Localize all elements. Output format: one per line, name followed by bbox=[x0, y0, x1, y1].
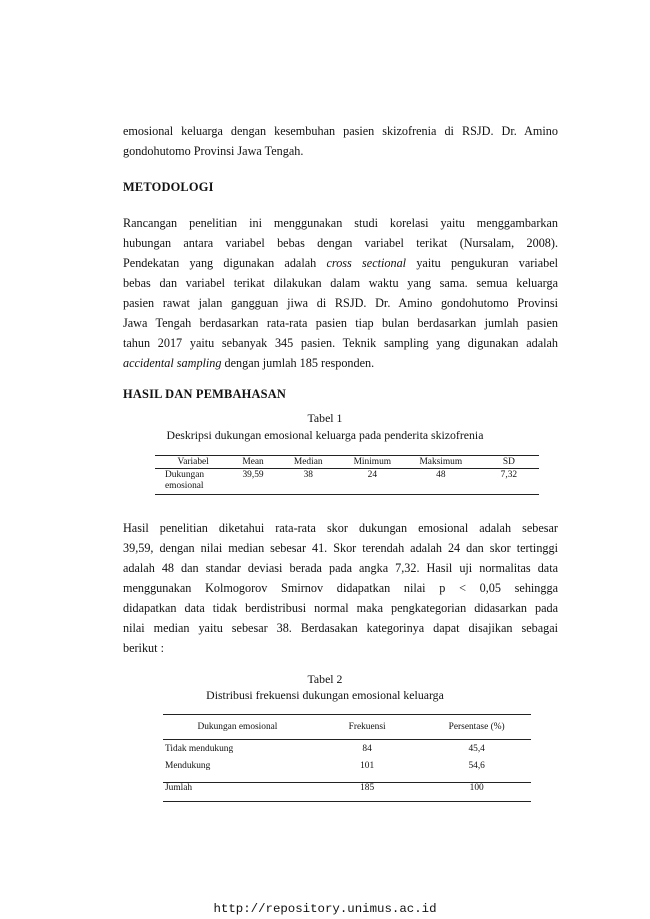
table2-cell-freq: 101 bbox=[360, 761, 375, 771]
line-text: bebas dan variabel terikat dilakukan dalam waktu yang sama. semua keluarga bbox=[123, 276, 558, 290]
table2-title: Tabel 2 bbox=[307, 672, 343, 686]
table2-cell-label: Jumlah bbox=[165, 783, 193, 793]
table2-header: Dukungan emosional bbox=[197, 722, 278, 732]
table1-header: Mean bbox=[242, 457, 264, 467]
hasil-paragraph bbox=[123, 518, 558, 658]
table1-cell-maksimum: 48 bbox=[436, 470, 446, 480]
table1-header: Minimum bbox=[353, 457, 392, 467]
table1-cell-variabel bbox=[155, 469, 231, 495]
intro-paragraph bbox=[123, 121, 558, 161]
metodologi-line bbox=[123, 273, 558, 293]
table1-header: Maksimum bbox=[419, 457, 463, 467]
table1-header: Variabel bbox=[177, 457, 209, 467]
table1-header-row bbox=[155, 456, 539, 469]
table2-header: Frekuensi bbox=[348, 722, 386, 732]
table-1 bbox=[155, 455, 539, 495]
metodologi-line bbox=[123, 333, 558, 353]
line-text: pasien rawat jalan gangguan jiwa di RSJD. Dr. Amino gondohutomo Provinsi bbox=[123, 296, 558, 310]
hasil-line: adalah 48 dan standar deviasi berada pada angka 7,32. Hasil uji normalitas data bbox=[123, 561, 558, 575]
table1-subtitle: Deskripsi dukungan emosional keluarga pada penderita skizofrenia bbox=[166, 428, 484, 442]
hasil-line: 39,59, dengan nilai median sebesar 41. Skor terendah adalah 24 dan skor tertinggi bbox=[123, 541, 558, 555]
table2-cell-freq: 84 bbox=[362, 744, 372, 754]
table-row bbox=[163, 761, 531, 778]
line-text: Rancangan penelitian ini menggunakan studi korelasi yaitu menggambarkan bbox=[123, 216, 558, 230]
footer-url: http://repository.unimus.ac.id bbox=[213, 902, 437, 916]
table1-cell-median: 38 bbox=[303, 470, 313, 480]
section-heading-metodologi: METODOLOGI bbox=[123, 180, 214, 194]
table2-header: Persentase (%) bbox=[448, 722, 505, 732]
table1-cell-mean: 39,59 bbox=[242, 470, 264, 480]
intro-line-1: emosional keluarga dengan kesembuhan pasien skizofrenia di RSJD. Dr. Amino bbox=[123, 124, 558, 138]
italic-term: accidental sampling bbox=[123, 356, 222, 370]
hasil-line: didapatkan data tidak berdistribusi normal maka pengkategorian didasarkan pada bbox=[123, 601, 558, 615]
table1-title: Tabel 1 bbox=[307, 411, 343, 425]
table-2 bbox=[163, 714, 531, 802]
hasil-line: nilai median yaitu sebesar 38. Berdasakan kategorinya dapat disajikan sebagai bbox=[123, 621, 558, 635]
table-row bbox=[163, 740, 531, 762]
intro-line-2: gondohutomo Provinsi Jawa Tengah. bbox=[123, 144, 304, 158]
hasil-line: Hasil penelitian diketahui rata-rata skor dukungan emosional adalah sebesar bbox=[123, 521, 558, 535]
line-text: Pendekatan yang digunakan adalah bbox=[123, 256, 327, 270]
metodologi-line bbox=[123, 293, 558, 313]
variabel-line-2: emosional bbox=[165, 481, 204, 491]
variabel-line-1: Dukungan bbox=[165, 470, 205, 480]
metodologi-line bbox=[123, 353, 558, 373]
hasil-line: berikut : bbox=[123, 641, 164, 655]
table2-cell-pct: 54,6 bbox=[468, 761, 485, 771]
table2-cell-label: Tidak mendukung bbox=[165, 744, 234, 754]
line-text: dengan jumlah 185 responden. bbox=[221, 356, 375, 370]
table1-cell-minimum: 24 bbox=[367, 470, 378, 480]
table2-cell-pct: 100 bbox=[469, 783, 484, 793]
metodologi-line bbox=[123, 313, 558, 333]
metodologi-paragraph bbox=[123, 213, 558, 373]
table2-header-row bbox=[163, 715, 531, 740]
table2-cell-label: Mendukung bbox=[165, 761, 211, 771]
line-text: tahun 2017 yaitu sebanyak 345 pasien. Teknik sampling yang digunakan adalah bbox=[123, 336, 558, 350]
table1-header: SD bbox=[502, 457, 515, 467]
table-row bbox=[155, 469, 539, 495]
line-text: yaitu pengukuran variabel bbox=[406, 256, 558, 270]
metodologi-line bbox=[123, 233, 558, 253]
table1-header: Median bbox=[293, 457, 323, 467]
section-heading-hasil: HASIL DAN PEMBAHASAN bbox=[123, 387, 287, 401]
metodologi-line bbox=[123, 213, 558, 233]
table1-cell-sd: 7,32 bbox=[500, 470, 518, 480]
hasil-line: menggunakan Kolmogorov Smirnov didapatkan nilai p < 0,05 sehingga bbox=[123, 581, 558, 595]
table2-subtitle: Distribusi frekuensi dukungan emosional keluarga bbox=[206, 688, 444, 702]
line-text: Jawa Tengah berdasarkan rata-rata pasien tiap bulan berdasarkan jumlah pasien bbox=[123, 316, 558, 330]
table2-cell-freq: 185 bbox=[360, 783, 375, 793]
intro-line bbox=[123, 121, 558, 141]
metodologi-line bbox=[123, 253, 558, 273]
line-text: hubungan antara variabel bebas dengan variabel terikat (Nursalam, 2008). bbox=[123, 236, 558, 250]
table2-total-row bbox=[163, 783, 531, 802]
italic-term: cross sectional bbox=[326, 256, 407, 270]
table2-cell-pct: 45,4 bbox=[468, 744, 485, 754]
